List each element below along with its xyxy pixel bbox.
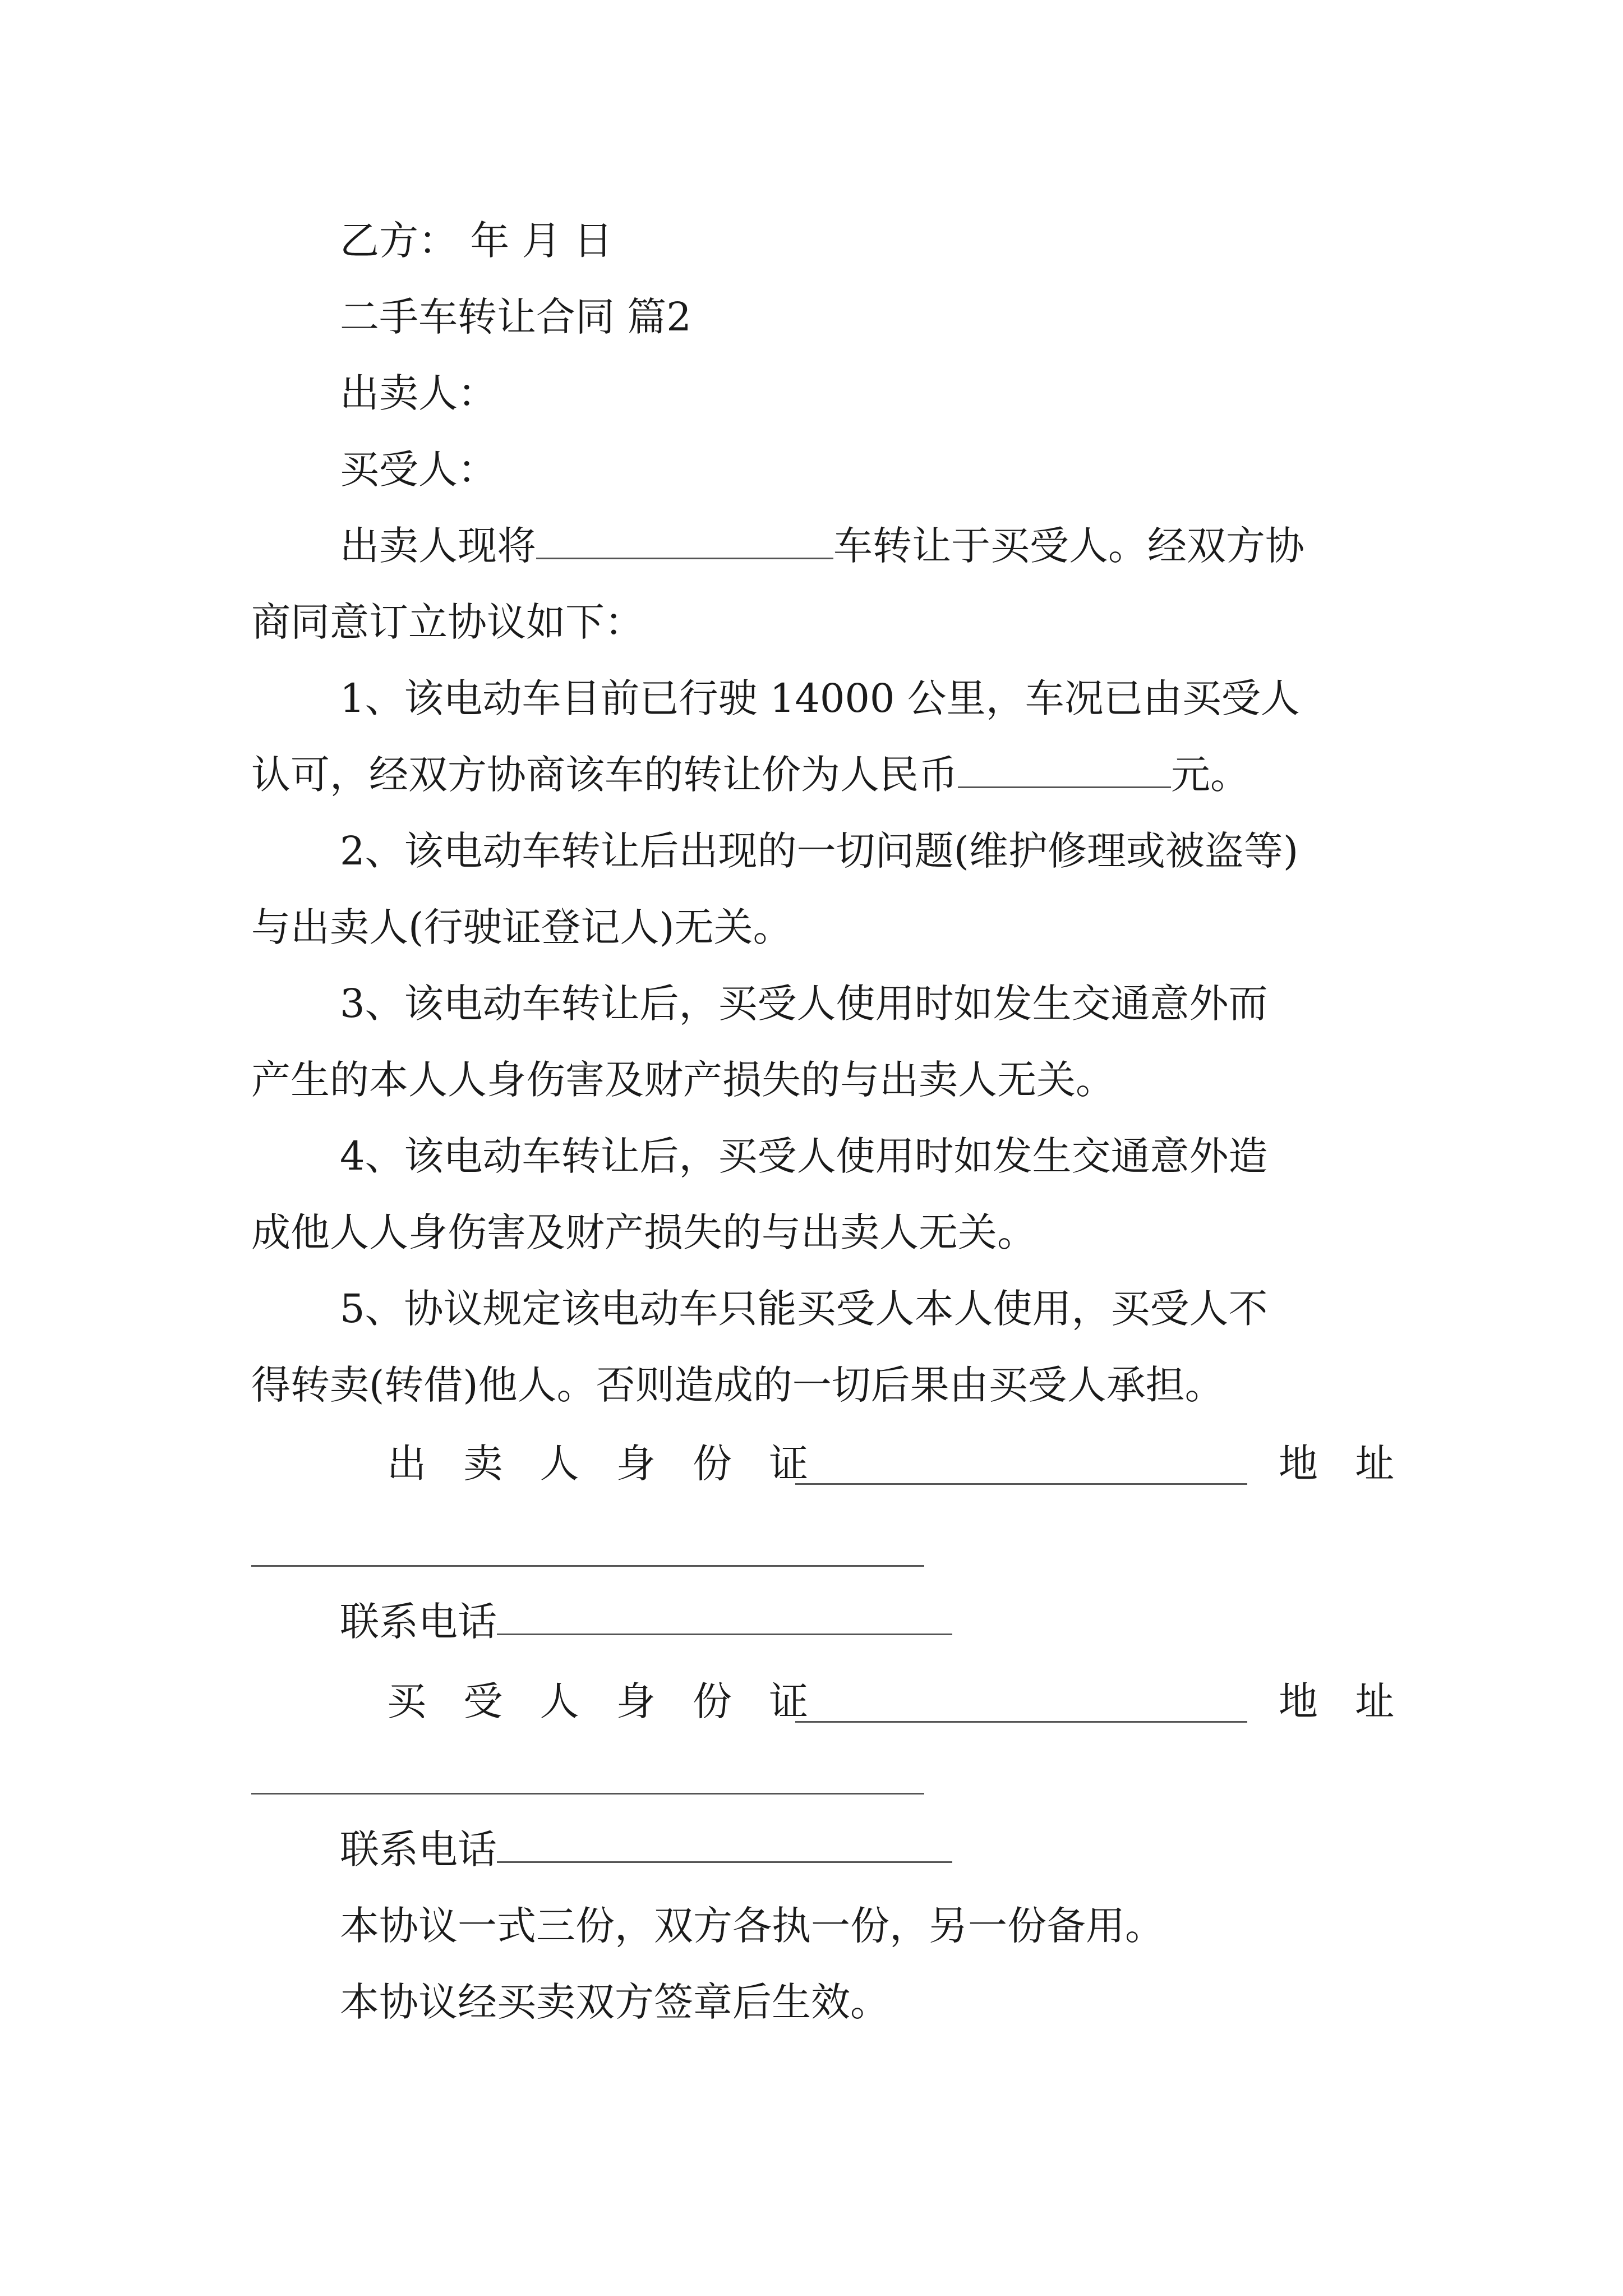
- seller-id-blank[interactable]: [795, 1483, 1247, 1485]
- seller-phone-blank[interactable]: [497, 1599, 952, 1635]
- clause-5-line-1: 5、协议规定该电动车只能买受人本人使用，买受人不: [340, 1286, 1268, 1332]
- contract-title: 二手车转让合同 篇2: [340, 294, 691, 340]
- intro-continuation: 商同意订立协议如下：: [251, 599, 644, 645]
- buyer-label: 买受人：: [340, 447, 497, 493]
- clause-5-line-2: 得转卖(转借)他人。否则造成的一切后果由买受人承担。: [251, 1362, 1224, 1408]
- clause-1-line-1: 1、该电动车目前已行驶 14000 公里，车况已由买受人: [340, 675, 1300, 721]
- intro-line: [340, 521, 1304, 571]
- seller-phone-line: [340, 1596, 952, 1647]
- intro-text-end: 车转让于买受人。经双方协: [833, 523, 1304, 569]
- buyer-phone-label: 联系电话: [340, 1826, 497, 1872]
- seller-label: 出卖人：: [340, 370, 497, 416]
- seller-id-label: 出 卖 人 身 份 证: [387, 1441, 821, 1487]
- clause-4-line-2: 成他人人身伤害及财产损失的与出卖人无关。: [251, 1209, 1036, 1255]
- copies-clause: 本协议一式三份，双方各执一份，另一份备用。: [340, 1903, 1164, 1949]
- clause-4-line-1: 4、该电动车转让后，买受人使用时如发生交通意外造: [340, 1133, 1268, 1179]
- buyer-address-blank[interactable]: [251, 1793, 924, 1795]
- clause-3-line-2: 产生的本人人身伤害及财产损失的与出卖人无关。: [251, 1057, 1115, 1103]
- buyer-phone-line: [340, 1824, 952, 1875]
- clause-3-line-1: 3、该电动车转让后，买受人使用时如发生交通意外而: [340, 981, 1268, 1027]
- clause-1-price-text: 认可，经双方协商该车的转让价为人民币: [251, 752, 958, 798]
- seller-address-blank[interactable]: [251, 1565, 924, 1567]
- buyer-address-label: 地 址: [1279, 1678, 1407, 1724]
- clause-1-line-2: [251, 749, 1249, 800]
- price-blank[interactable]: [958, 752, 1171, 788]
- party-b-date-line: 乙方： 年 月 日: [340, 218, 613, 264]
- effective-clause: 本协议经买卖双方签章后生效。: [340, 1979, 889, 2025]
- clause-2-line-2: 与出卖人(行驶证登记人)无关。: [251, 904, 792, 950]
- buyer-id-label: 买 受 人 身 份 证: [387, 1678, 821, 1724]
- seller-phone-label: 联系电话: [340, 1599, 497, 1645]
- buyer-id-blank[interactable]: [795, 1721, 1247, 1723]
- clause-2-line-1: 2、该电动车转让后出现的一切问题(维护修理或被盗等): [340, 828, 1299, 874]
- seller-address-label: 地 址: [1279, 1441, 1407, 1487]
- buyer-phone-blank[interactable]: [497, 1826, 952, 1863]
- clause-1-currency-unit: 元。: [1171, 752, 1249, 798]
- intro-text-start: 出卖人现将: [340, 523, 536, 569]
- vehicle-blank[interactable]: [536, 523, 833, 559]
